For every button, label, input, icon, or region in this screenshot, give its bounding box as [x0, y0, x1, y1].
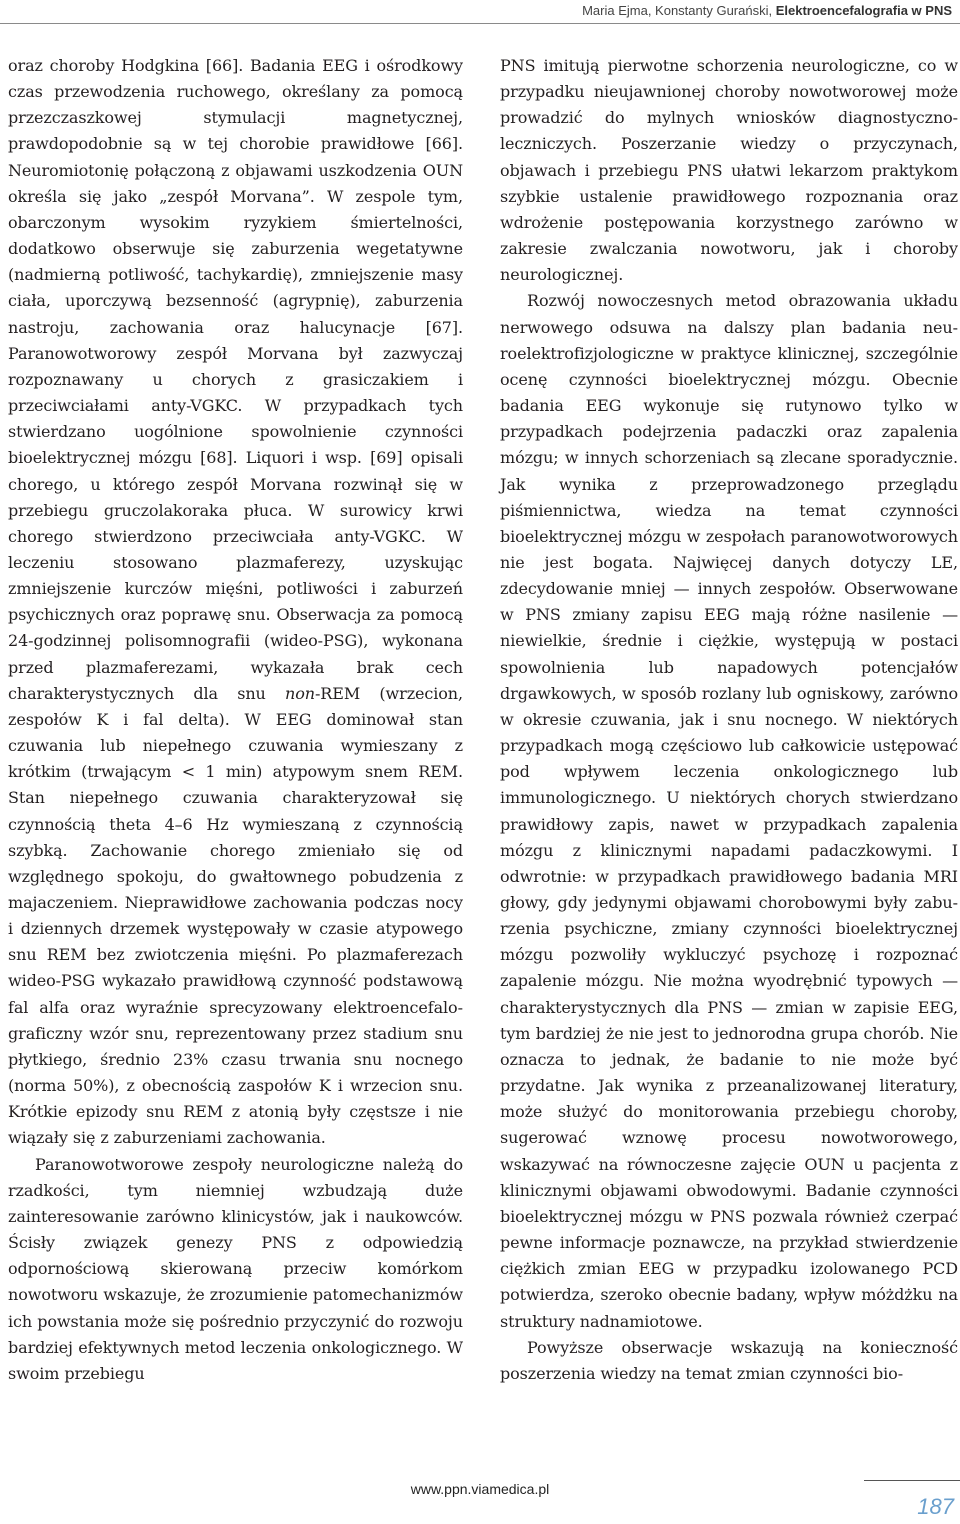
right-paragraph-2: Rozwój nowoczesnych metod obrazowania układu nerwowego odsuwa na dalszy plan badania neuroelektrofizjologiczne w praktyce klinicznej, szczególnie ocenę czynności bioelektrycznej mózgu. Obecnie badania EEG wykonuje się rutynowo tylko w przypadkach podejrzenia padaczki oraz zapalenia mózgu; w innych schorzeniach są zlecane sporadycznie. Jak wynika z przeprowadzonego przeglądu piśmiennictwa, wiedza na temat czynności bioelektrycznej mózgu w zespołach paranowotworowych nie jest bogata. Najwięcej danych dotyczy LE, zdecydowanie mniej — innych zespołów. Obserwowane w PNS zmiany zapisu EEG mają różne nasilenie — niewielkie, średnie i ciężkie, występują w postaci spowolnienia lub napadowych potencjałów drgawkowych, w sposób rozlany lub ogniskowy, zarówno w okresie czuwania, jak i snu nocnego. W niektórych przypadkach mogą częściowo lub całkowicie ustępować pod wpływem leczenia onkologicznego lub immunologicznego. U niektórych chorych stwierdzano prawidłowy zapis, nawet w przypadkach zapalenia mózgu z klinicznymi napadami padaczkowymi. I odwrotnie: w przypadkach prawidłowego badania MRI głowy, gdy jedynymi objawami chorobowymi były zaburzenia psychiczne, zmiany czynności bioelektrycznej mózgu pozwoliły wykluczyć psychozę i rozpoznać zapalenie mózgu. Nie można wyodrębnić typowych — charakterystycznych dla PNS — zmian w zapisie EEG, tym bardziej że nie jest to jednorodna grupa chorób. Nie oznacza to jednak, że badanie to nie może być przydatne. Jak wynika z przeanalizowanej literatury, może służyć do monitorowania przebiegu choroby, sugerować wznowę procesu nowotworowego, wskazywać na równoczesne zajęcie OUN u pacjenta z klinicznymi objawami obwodowymi. Badanie czynności bioelektrycznej mózgu w PNS pozwala również czerpać pewne informacje poznawcze, na przykład stwierdzenie ciężkich zmian EEG w przypadku izolowanego PCD potwierdza, szeroko obecnie badany, wpływ móżdżku na struktury nadnamiotowe. — [500, 291, 958, 1331]
left-paragraph-2: Paranowotworowe zespoły neurologiczne należą do rzadkości, tym niemniej wzbudzają duże zainteresowanie zarówno klinicystów, jak i naukowców. Ścisły związek genezy PNS z odpowiedzią odpornościową skierowaną przeciw komórkom nowotworu wskazuje, że zrozumienie patomechanizmów ich powstania może się pośrednio przyczynić do rozwoju bardziej efektywnych metod leczenia onkologicznego. W swoim przebiegu — [8, 1154, 463, 1383]
right-column — [500, 53, 958, 1387]
footer-rule — [864, 1480, 960, 1481]
left-p1-text-a: oraz choroby Hodgkina [66]. Badania EEG i ośrodkowy czas przewodzenia ruchowego, określany za pomocą przezczaszkowej stymulacji magnetycznej, prawdopodobnie są w tej chorobie prawidłowe [66]. Neuromiotonię połączoną z objawami uszkodzenia OUN określa się jako „zespół Morvana”. W zespole tym, obarczonym wysokim ryzykiem śmiertelności, dodatkowo obserwuje się zaburzenia wegetatywne (nadmierną potliwość, tachykardię), zmniejszenie masy ciała, uporczywą bezsenność (agrypnię), zaburzenia nastroju, zachowania oraz halucynacje [67]. Paranowotworowy zespół Morvana był zazwyczaj rozpoznawany u chorych z grasiczakiem i przeciwciałami anty-VGKC. W przypadkach tych stwierdzano uogólnione spowolnienie czynności bioelektrycznej mózgu [68]. Liquori i wsp. [69] opisali chorego, u którego zespół Morvana rozwinął się w przebiegu gruczolakoraka płuca. W surowicy krwi chorego stwierdzono przeciwciała anty-VGKC. W leczeniu stosowano plazmaferezy, uzyskując zmniejszenie kurczów mięśni, potliwości i zaburzeń psychicznych oraz poprawę snu. Obserwacja za pomocą 24-godzinnej polisomnografii (wideo-PSG), wykonana przed plazmaferezami, wykazała brak cech charakterystycznych dla snu — [8, 56, 463, 703]
running-header — [0, 0, 960, 24]
left-column — [8, 53, 463, 1387]
journal-url: www.ppn.viamedica.pl — [410, 1481, 550, 1497]
right-paragraph-1: PNS imitują pierwotne schorzenia neurologiczne, co w przypadku nieujawnionej choroby nowotworowej może prowadzić do mylnych wniosków diagnostyczno-leczniczych. Poszerzanie wiedzy o przyczynach, objawach i przebiegu PNS ułatwi lekarzom praktykom szybkie ustalenie prawidłowego rozpoznania oraz wdrożenie postępowania korzystnego zarówno w zakresie zwalczania nowotworu, jak i choroby neurologicznej. — [500, 56, 958, 285]
running-header-text — [582, 3, 952, 18]
left-p1-text-b: -REM (wrzecion, zespołów K i fal delta). W EEG dominował stan czuwania lub niepełnego czuwania wymieszany z krótkim (trwającym < 1 min) atypowym snem REM. Stan niepełnego czuwania charakteryzował się czynnością theta 4–6 Hz wymieszaną z czynnością szybką. Zachowanie chorego zmieniało się od względnego spokoju, do gwałtownego pobudzenia z majaczeniem. Nieprawidłowe zachowania podczas nocy i dziennych drzemek występowały w czasie atypowego snu REM bez zwiotczenia mięśni. Po plazmaferezach wideo-PSG wykazało prawidłową czynność podstawową fal alfa oraz wyraźnie sprecyzowany elektroencefalograficzny wzór snu, reprezentowany przez stadium snu płytkiego, średnio 23% czasu trwania snu nocnego (norma 50%), z obecnością zaspołów K i wrzecion snu. Krótkie epizody snu REM z atonią były częstsze i nie wiązały się z zaburzeniami zachowania. — [8, 683, 463, 1148]
left-paragraph-1 — [8, 53, 463, 1152]
left-p1-italic-non: non — [285, 683, 315, 703]
header-authors: Maria Ejma, Konstanty Gurański, — [582, 3, 776, 18]
page-number: 187 — [917, 1494, 954, 1519]
right-paragraph-3: Powyższe obserwacje wskazują na konieczność poszerzenia wiedzy na temat zmian czynności bio- — [500, 1337, 958, 1383]
header-title: Elektroencefalografia w PNS — [775, 3, 952, 18]
